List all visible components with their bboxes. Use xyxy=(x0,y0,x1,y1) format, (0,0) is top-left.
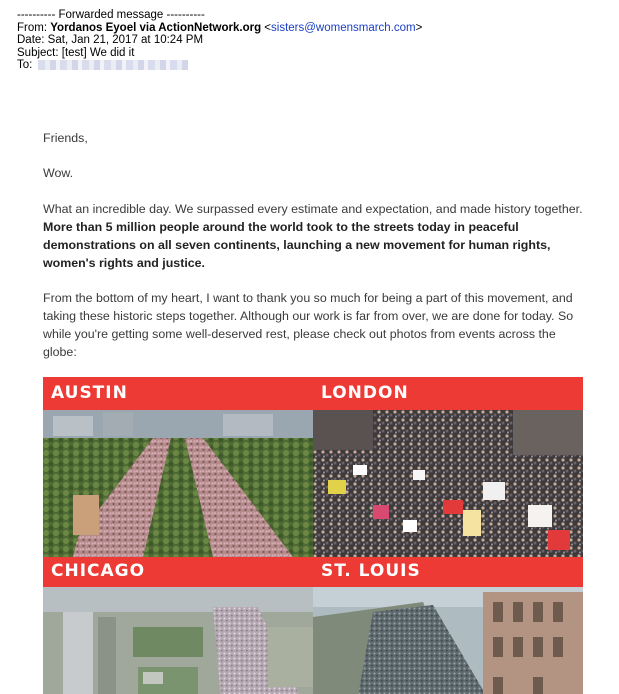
paragraph-1-text: What an incredible day. We surpassed every estimate and expectation, and made history together. xyxy=(43,202,583,216)
greeting: Friends, xyxy=(43,131,88,145)
forwarded-line: ---------- Forwarded message ---------- xyxy=(17,9,205,21)
email-header xyxy=(17,9,422,72)
london-photo xyxy=(313,410,583,557)
photo-tile-london[interactable] xyxy=(313,377,583,557)
redacted-recipient xyxy=(38,60,188,70)
to-line xyxy=(17,59,422,72)
photo-tile-chicago[interactable] xyxy=(43,557,313,694)
paragraph-1-bold: More than 5 million people around the world took to the streets today in peaceful demonstrations on all seven continents, launching a new movement for human rights, women's rights and justice. xyxy=(43,220,551,270)
photo-tile-austin[interactable] xyxy=(43,377,313,557)
email-bracket-open: < xyxy=(261,21,272,34)
city-label-london: LONDON xyxy=(313,377,583,410)
email-body xyxy=(43,129,591,361)
paragraph-1 xyxy=(43,200,591,272)
wow-line: Wow. xyxy=(43,166,74,180)
from-label: From: xyxy=(17,21,51,34)
photo-tile-st-louis[interactable] xyxy=(313,557,583,694)
chicago-photo xyxy=(43,587,313,694)
subject-line: Subject: [test] We did it xyxy=(17,46,135,59)
paragraph-2: From the bottom of my heart, I want to thank you so much for being a part of this movement, and taking these historic steps together. Although our work is far from over, we are done for today. So while you're getting some well-deserved rest, please check out photos from events across the globe: xyxy=(43,291,574,359)
sender-email-link[interactable]: sisters@womensmarch.com xyxy=(271,21,416,34)
to-label: To: xyxy=(17,59,33,71)
photo-grid xyxy=(43,377,583,694)
city-label-chicago: CHICAGO xyxy=(43,557,313,587)
city-label-st-louis: ST. LOUIS xyxy=(313,557,583,587)
city-label-austin: AUSTIN xyxy=(43,377,313,410)
email-bracket-close: > xyxy=(415,21,423,34)
st-louis-photo xyxy=(313,587,583,694)
from-line xyxy=(17,22,422,35)
sender-name: Yordanos Eyoel via ActionNetwork.org xyxy=(50,21,262,34)
date-line: Date: Sat, Jan 21, 2017 at 10:24 PM xyxy=(17,34,204,46)
austin-photo xyxy=(43,410,313,557)
